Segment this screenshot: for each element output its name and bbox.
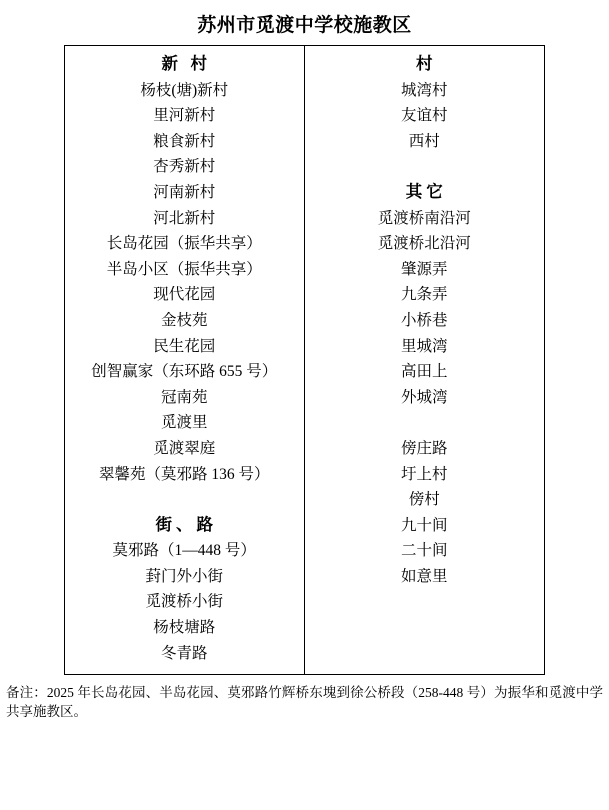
school-district-table: [64, 45, 545, 675]
column-heading: 新 村: [161, 55, 212, 73]
list-item: 肇源弄: [400, 260, 448, 278]
list-item: 里城湾: [400, 337, 448, 355]
table-inner: [65, 46, 544, 674]
list-item: 傍村: [408, 491, 440, 509]
list-item: 觅渡桥小街: [145, 593, 223, 611]
list-item: 莫邪路（1—448 号）: [112, 542, 256, 560]
list-item: 二十间: [400, 542, 448, 560]
list-item: 创智赢家（东环路 655 号）: [91, 363, 278, 381]
list-item: 河南新村: [153, 183, 216, 201]
list-item: 葑门外小街: [145, 567, 223, 585]
column-heading: 街、路: [155, 515, 217, 534]
list-item: 外城湾: [400, 388, 448, 406]
table-column-left: [65, 46, 305, 674]
list-item: 高田上: [400, 363, 448, 381]
page-title: 苏州市觅渡中学校施教区: [197, 15, 412, 36]
list-item: 杨枝塘路: [153, 619, 216, 637]
table-column-right: [305, 46, 545, 674]
list-item: 如意里: [400, 567, 448, 585]
list-item: 友谊村: [400, 107, 448, 125]
list-item: 圩上村: [400, 465, 448, 483]
spacer: [69, 487, 300, 513]
list-item: 西村: [408, 132, 440, 150]
list-item: 翠馨苑（莫邪路 136 号）: [98, 465, 270, 483]
list-item: 冠南苑: [160, 388, 208, 406]
spacer: [309, 410, 541, 436]
list-item: 傍庄路: [400, 439, 448, 457]
list-item: 冬青路: [160, 644, 208, 662]
spacer: [309, 154, 541, 180]
column-heading: 村: [416, 55, 437, 73]
list-item: 河北新村: [153, 209, 216, 227]
list-item: 觅渡里: [160, 414, 208, 432]
list-item: 粮食新村: [153, 132, 216, 150]
list-item: 觅渡桥南沿河: [377, 209, 471, 227]
list-item: 里河新村: [153, 107, 216, 125]
list-item: 现代花园: [153, 286, 216, 304]
list-item: 觅渡桥北沿河: [377, 235, 471, 253]
list-item: 半岛小区（振华共享）: [106, 260, 262, 278]
list-item: 杨枝(塘)新村: [140, 81, 229, 99]
footnote: 备注：2025 年长岛花园、半岛花园、莫邪路竹辉桥东塊到徐公桥段（258-448 号）为振华和觅渡中学共享施教区。: [6, 685, 603, 720]
list-item: 长岛花园（振华共享）: [106, 235, 262, 253]
list-item: 九条弄: [400, 286, 448, 304]
list-item: 小桥巷: [400, 311, 448, 329]
list-item: 民生花园: [153, 337, 216, 355]
list-item: 金枝苑: [160, 311, 208, 329]
list-item: 城湾村: [400, 81, 448, 99]
list-item: 杏秀新村: [153, 158, 216, 176]
list-item: 九十间: [400, 516, 448, 534]
column-heading: 其它: [405, 182, 447, 201]
list-item: 觅渡翠庭: [153, 439, 216, 457]
